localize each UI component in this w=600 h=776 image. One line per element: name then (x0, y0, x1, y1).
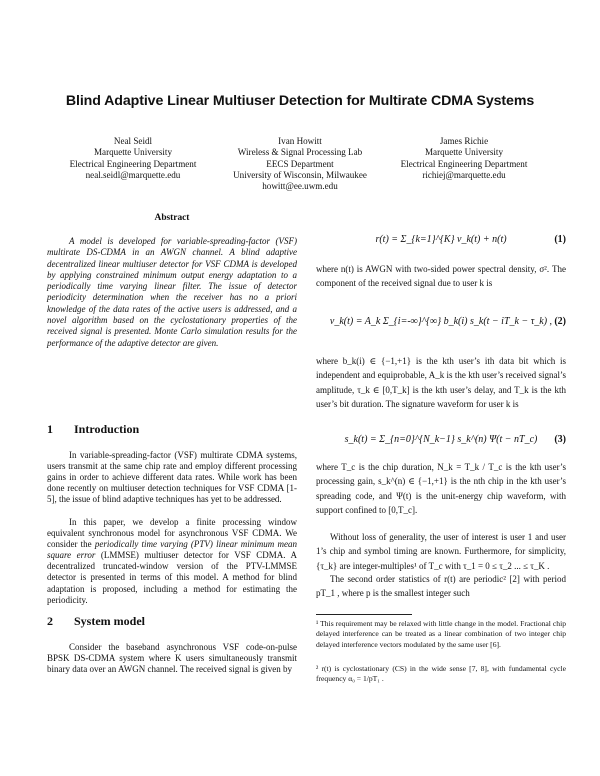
author-affiliation: Wireless & Signal Processing Lab (237, 147, 363, 158)
author-email: neal.seidl@marquette.edu (85, 169, 181, 180)
intro-p2-start: In this paper, we develop a finite processing window equivalent synchronous model for asynchronous VSF CDMA. We consider the (47, 517, 297, 550)
right-paragraph-2: where b_k(i) ∈ {−1,+1} is the kth user’s ith data bit which is independent and equiprobable, A_k is the kth user’s received signal’s amplitude, τ_k ∈ [0,T_k] is the kth user’s delay, and T_k is the kth user’s bit duration. The signature waveform for user k is (316, 356, 566, 410)
equation-2 (316, 308, 566, 338)
footnote-2: ² r(t) is cyclostationary (CS) in the wide sense [7, 8], with fundamental cycle frequency α₀ = 1/pT₁ . (316, 664, 566, 684)
equation-1-number: (1) (554, 234, 566, 245)
equation-3-body: s_k(t) = Σ_{n=0}^{N_k−1} s_k^(n) Ψ(t − nT_c) (344, 434, 538, 445)
equation-3 (316, 424, 566, 454)
author-department: EECS Department (266, 158, 334, 169)
author-block-1 (43, 136, 223, 181)
author-name: Ivan Howitt (278, 136, 322, 146)
right-paragraph-3: where T_c is the chip duration, N_k = T_k / T_c is the kth user’s processing gain, s_k^(n) ∈ {−1,+1} is the nth chip in the kth user’s spreading code, and Ψ(t) is the unit-energy chip waveform, with support confined to [0,T_c]. (316, 462, 566, 516)
author-email: richiej@marquette.edu (422, 169, 506, 180)
author-block-2 (210, 136, 390, 192)
author-email: howitt@ee.uwm.edu (262, 181, 338, 192)
equation-2-body: v_k(t) = A_k Σ_{i=-∞}^{∞} b_k(i) s_k(t − iT_k − τ_k) , (329, 316, 553, 327)
intro-paragraph-2 (47, 517, 297, 606)
equation-3-number: (3) (554, 434, 566, 445)
footnote-1: ¹ This requirement may be relaxed with little change in the model. Fractional chip delayed interference can be treated as a linear combination of two integer chip delayed interference vectors modulated by the same user [6]. (316, 619, 566, 649)
author-block-3 (374, 136, 554, 181)
system-paragraph-1: Consider the baseband asynchronous VSF code-on-pulse BPSK DS-CDMA system where K users simultaneously transmit binary data over an AWGN channel. The received signal is given by (47, 642, 297, 675)
section-title: Introduction (74, 422, 140, 436)
equation-1 (316, 226, 566, 256)
section-number: 1 (47, 422, 53, 436)
abstract-text: A model is developed for variable-spreading-factor (VSF) multirate DS-CDMA in an AWGN channel. A blind adaptive decentralized linear multiuser detector for VSF CDMA is developed by applying constrained minimum output energy adaptation to a periodically time varying linear filter. The issue of detector periodicity determination when the receiver has no a priori knowledge of the data rates of the active users is addressed, and a novel algorithm based on the cyclostationary properties of the received signal is presented. Monte Carlo simulation results for the performance of the adaptive detector are given. (47, 236, 297, 348)
section-title: System model (74, 614, 145, 628)
author-name: James Richie (439, 136, 489, 146)
intro-p2-emphasis: periodically time varying (PTV) linear minimum mean square error (47, 539, 297, 561)
section-number: 2 (47, 614, 53, 628)
footnote-rule (316, 614, 412, 615)
abstract-heading: Abstract (154, 213, 190, 223)
author-name: Neal Seidl (113, 136, 153, 146)
author-affiliation: Marquette University (93, 147, 173, 158)
author-department: Electrical Engineering Department (400, 158, 528, 169)
section-heading-system-model (47, 614, 145, 629)
intro-p2-end: (LMMSE) multiuser detector for VSF CDMA. A decentralized truncated-window version of the PTV-LMMSE detector is presented in terms of this model. A method for blind adaptation is proposed, including a method for estimating the periodicity. (47, 550, 297, 605)
intro-paragraph-1: In variable-spreading-factor (VSF) multirate CDMA systems, users transmit at the same chip rate and employ different processing gains in order to achieve different data rates. While work has been done recently on multiuser detection techniques for VSF CDMA [1-5], the issue of blind adaptive techniques has yet to be addressed. (47, 450, 297, 505)
author-institution: University of Wisconsin, Milwaukee (233, 169, 367, 180)
right-paragraph-4: Without loss of generality, the user of interest is user 1 and user 1’s chip and symbol timing are known. Furthermore, for simplicity, {τ_k} are integer-multiples¹ of T_c with τ_1 = 0 ≤ τ_2 ... ≤ τ_K . (316, 532, 566, 571)
section-heading-introduction (47, 422, 139, 437)
author-department: Electrical Engineering Department (69, 158, 197, 169)
right-paragraph-5: The second order statistics of r(t) are periodic² [2] with period pT_1 , where p is the smallest integer such (316, 574, 566, 599)
right-paragraph-1: where n(t) is AWGN with two-sided power spectral density, σ². The component of the received signal due to user k is (316, 264, 566, 289)
paper-title: Blind Adaptive Linear Multiuser Detection for Multirate CDMA Systems (65, 93, 535, 109)
equation-1-body: r(t) = Σ_{k=1}^{K} v_k(t) + n(t) (375, 234, 507, 245)
author-affiliation: Marquette University (424, 147, 504, 158)
equation-2-number: (2) (554, 316, 566, 327)
